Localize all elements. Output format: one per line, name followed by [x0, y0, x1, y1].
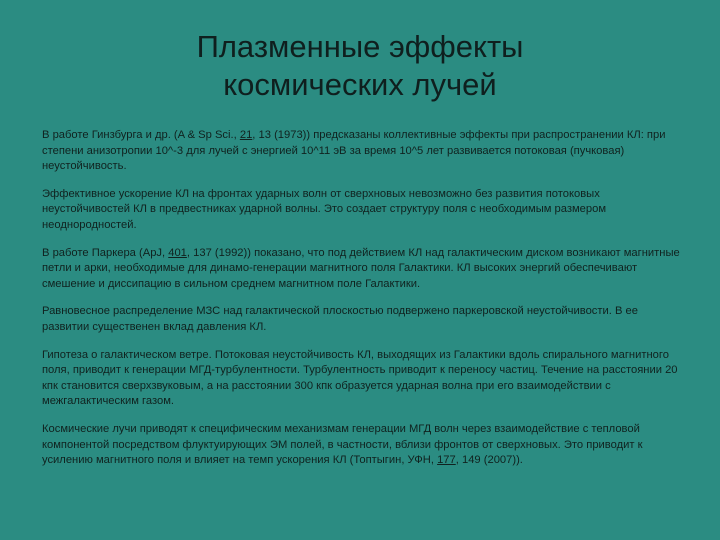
paragraph-text: Космические лучи приводят к специфическим механизмам генерации МГД волн через взаимодействие с тепловой компонентой посредством флуктуирующих ЭМ полей, в частности, вблизи фронтов от сверхновых. Это приводит к усилению магнитного поля и влияет на темп ускорения КЛ (Топтыгин, УФН, — [42, 422, 643, 467]
paragraph-mhd-generation — [42, 422, 682, 469]
title-line-2: космических лучей — [223, 67, 497, 102]
paragraph-galactic-wind: Гипотеза о галактическом ветре. Потоковая неустойчивость КЛ, выходящих из Галактики вдоль спирального магнитного поля, приводит к генерации МГД-турбулентности. Турбулентность приводит к переносу частиц. Течение на расстоянии 20 кпк становится сверхзвуковым, а на расстоянии 300 кпк образуется ударная волна при его взаимодействии с межгалактическим газом. — [42, 348, 678, 408]
paragraph-ginzburg — [42, 128, 682, 175]
paragraph-text: , 13 (1973)) предсказаны коллективные эффекты при распространении КЛ: при степени анизотропии 10^-3 для лучей с энергией 10^11 эВ за время 10^5 лет развивается потоковая (пучковая) неустойчивость. — [42, 129, 666, 173]
volume-number: 21 — [239, 129, 253, 141]
volume-number: 177 — [437, 454, 456, 467]
paragraph-parker-instability: Равновесное распределение МЗС над галактической плоскостью подвержено паркеровской неустойчивости. В ее развитии существенен вклад давления КЛ. — [42, 305, 638, 333]
paragraph-parker — [42, 246, 682, 293]
paragraph-text: В работе Паркера (ApJ, — [42, 246, 169, 259]
paragraph-text: , 149 (2007)). — [455, 454, 523, 467]
volume-number: 401 — [168, 246, 187, 259]
paragraph-text: , 137 (1992)) показано, что под действием КЛ над галактическим диском возникают магнитные петли и арки, необходимые для динамо-генерации магнитного поля Галактики. КЛ высоких энергий обеспечивают смешение и диссипацию в сильном среднем магнитном поле Галактики. — [42, 246, 680, 290]
slide-title — [0, 28, 720, 104]
slide-body — [42, 128, 682, 481]
title-line-1: Плазменные эффекты — [196, 29, 524, 64]
paragraph-text: В работе Гинзбурга и др. (A & Sp Sci., — [42, 129, 240, 141]
paragraph-shock-acceleration: Эффективное ускорение КЛ на фронтах ударных волн от сверхновых невозможно без развития потоковых неустойчивостей КЛ в предвестниках ударной волны. Это создает структуру поля с необходимым размером неоднородностей. — [42, 187, 607, 231]
